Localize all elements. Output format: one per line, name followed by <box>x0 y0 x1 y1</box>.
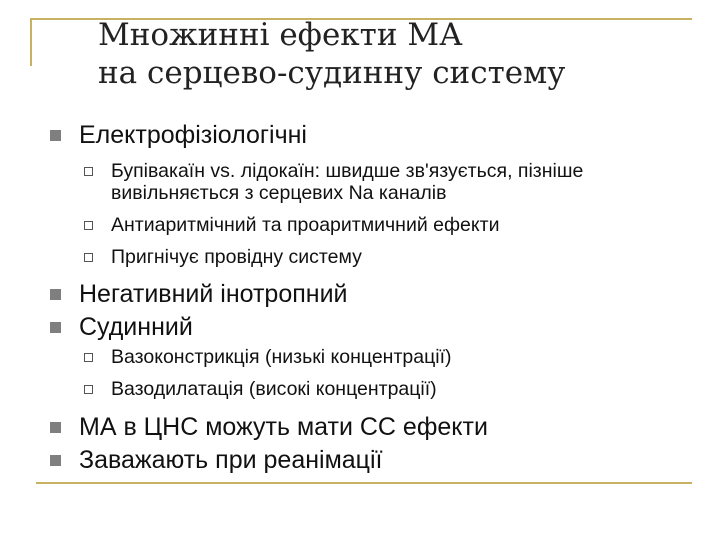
list-item-text: Негативний інотропний <box>79 280 348 308</box>
list-item <box>50 312 193 342</box>
list-item-text: Судинний <box>79 313 193 341</box>
list-item <box>84 160 664 204</box>
list-item-text: Антиаритмічний та проаритмичний ефекти <box>111 214 500 236</box>
slide-title-line-1: Множинні ефекти МА <box>98 17 463 53</box>
checkbox-bullet-icon <box>84 221 93 230</box>
decorative-bottom-line <box>36 482 692 484</box>
checkbox-bullet-icon <box>84 353 93 362</box>
checkbox-bullet-icon <box>84 253 93 262</box>
list-item-text: Електрофізіологічні <box>79 121 307 149</box>
list-item-text: Вазодилатація (високі концентрації) <box>111 378 437 400</box>
square-bullet-icon <box>50 422 61 433</box>
list-item <box>84 246 362 268</box>
list-item-text: МА в ЦНС можуть мати СС ефекти <box>79 413 488 441</box>
square-bullet-icon <box>50 130 61 141</box>
list-item-text: Пригнічує провідну систему <box>111 246 362 268</box>
list-item-text: Бупівакаїн vs. лідокаїн: швидше зв'язується, пізніше вивільняється з серцевих Na каналів <box>111 160 584 204</box>
list-item <box>50 120 307 150</box>
list-item <box>84 214 499 236</box>
list-item <box>84 378 437 400</box>
checkbox-bullet-icon <box>84 167 93 176</box>
slide-title-line-2: на серцево-судинну систему <box>98 55 566 91</box>
list-item <box>84 346 452 368</box>
square-bullet-icon <box>50 455 61 466</box>
list-item-text: Заважають при реанімації <box>79 446 383 474</box>
list-item <box>50 279 348 309</box>
slide-title <box>98 16 698 92</box>
list-item-text: Вазоконстрикція (низькі концентрації) <box>111 346 452 368</box>
checkbox-bullet-icon <box>84 385 93 394</box>
square-bullet-icon <box>50 322 61 333</box>
square-bullet-icon <box>50 289 61 300</box>
decorative-vertical-line <box>30 18 32 66</box>
list-item <box>50 445 383 475</box>
list-item <box>50 412 488 442</box>
